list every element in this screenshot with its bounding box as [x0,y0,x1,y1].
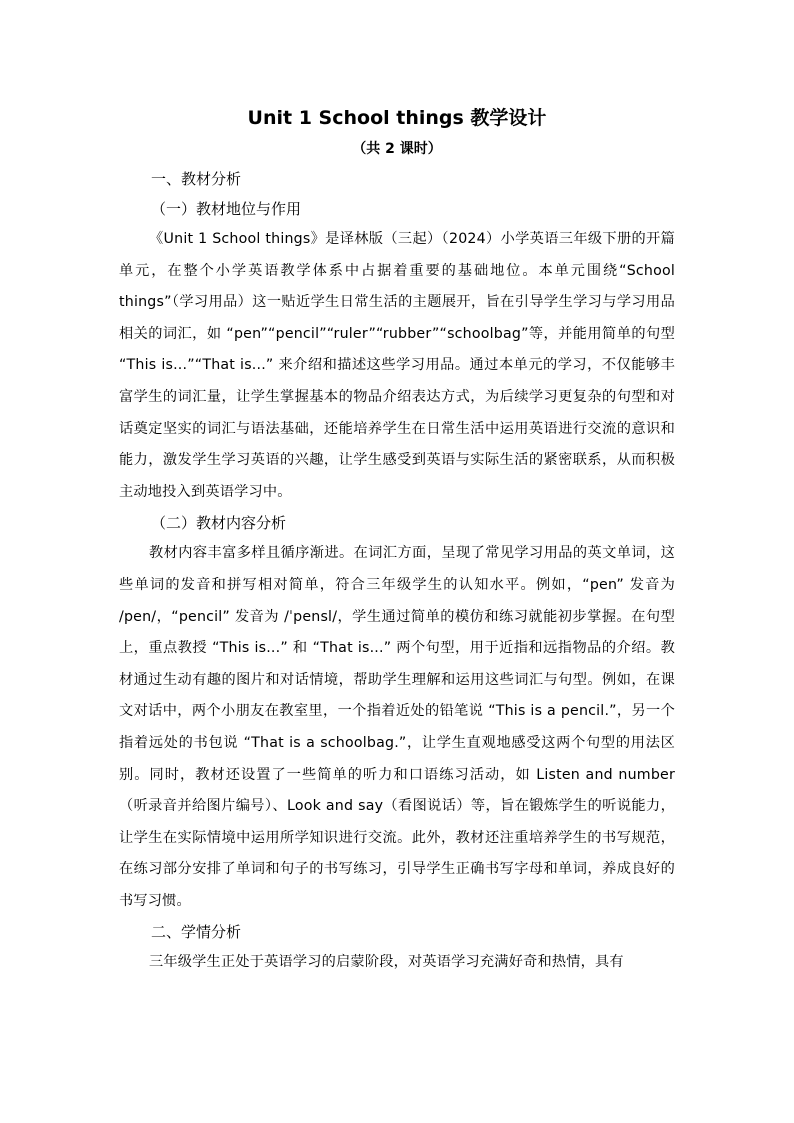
document-subtitle: （共 2 课时） [352,141,442,157]
section-heading-learner-analysis: 二、学情分析 [151,923,242,942]
paragraph-learner-analysis: 三年级学生正处于英语学习的启蒙阶段，对英语学习充满好奇和热情，具有 [149,954,624,971]
section-heading-textbook-analysis: 一、教材分析 [151,170,242,188]
subsection-heading-status-role: （一）教材地位与作用 [151,200,302,218]
paragraph-status-role: 《Unit 1 School things》是译林版（三起）（2024）小学英语三年级下册的开篇单元，在整个小学英语教学体系中占据着重要的基础地位。本单元围绕“School things”（学习用品）这一贴近学生日常生活的主题展开，旨在引导学生学习与学习用品相关的词汇，如 “pen”“pencil”“ruler”“rubber”“schoolbag”等，并能用简单的句型 “This is...”“That is...” 来介绍和描述这些学习用品。通过本单元的学习，不仅能够丰富学生的词汇量，让学生掌握基本的物品介绍表达方式，为后续学习更复杂的句型和对话奠定坚实的词汇与语法基础，还能培养学生在日常生活中运用英语进行交流的意识和能力，激发学生学习英语的兴趣，让学生感受到英语与实际生活的紧密联系，从而积极主动地投入到英语学习中。 [119,231,675,500]
document-title: Unit 1 School things 教学设计 [247,107,547,129]
paragraph-content-analysis: 教材内容丰富多样且循序渐进。在词汇方面，呈现了常见学习用品的英文单词，这些单词的发音和拼写相对简单，符合三年级学生的认知水平。例如，“pen” 发音为 /pen/，“pencil” 发音为 /ˈpensl/，学生通过简单的模仿和练习就能初步掌握。在句型上，重点教授 “This is...” 和 “That is...” 两个句型，用于近指和远指物品的介绍。教材通过生动有趣的图片和对话情境，帮助学生理解和运用这些词汇与句型。例如，在课文对话中，两个小朋友在教室里，一个指着近处的铅笔说 “This is a pencil.”，另一个指着远处的书包说 “That is a schoolbag.”，让学生直观地感受这两个句型的用法区别。同时，教材还设置了一些简单的听力和口语练习活动，如 Listen and number（听录音并给图片编号）、Look and say（看图说话）等，旨在锻炼学生的听说能力，让学生在实际情境中运用所学知识进行交流。此外，教材还注重培养学生的书写规范，在练习部分安排了单词和句子的书写练习，引导学生正确书写字母和单词，养成良好的书写习惯。 [119,545,675,909]
subsection-heading-content-analysis: （二）教材内容分析 [151,514,287,533]
